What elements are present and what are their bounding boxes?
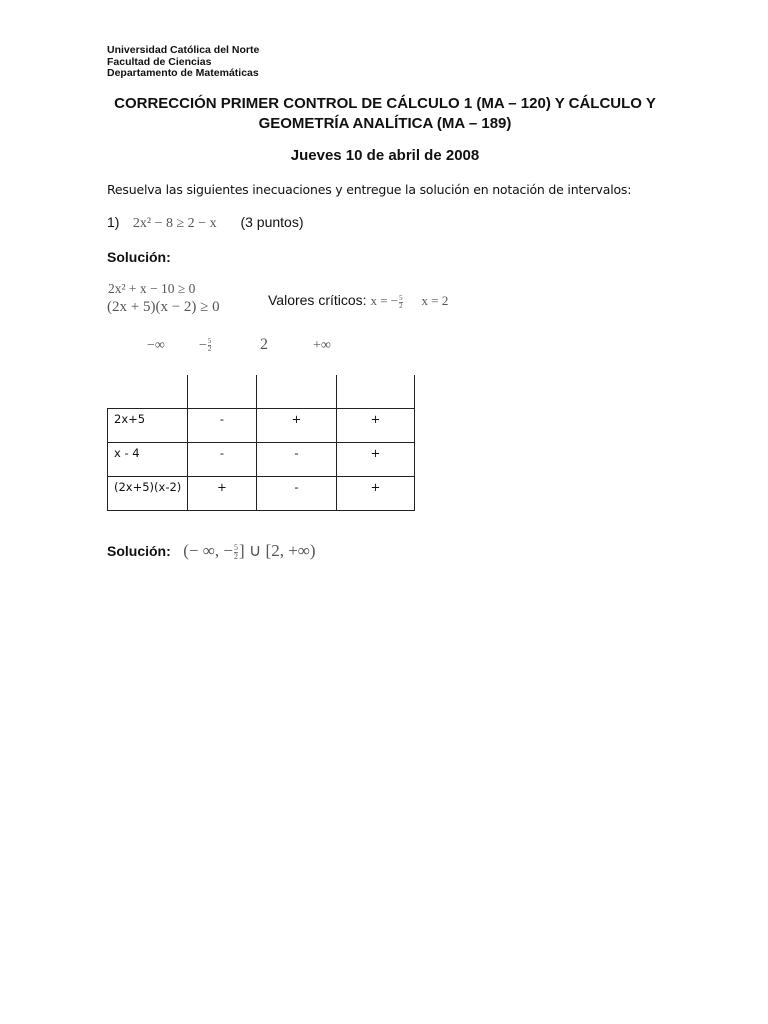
document-title [100,94,670,134]
critical-values [268,292,448,310]
row-label: (2x+5)(x-2) [108,477,188,511]
row-label: x - 4 [108,443,188,477]
problem-inequality: 2x² − 8 ≥ 2 − x [132,216,217,231]
sign-cell: + [337,409,415,443]
sign-table-row [108,477,415,511]
sign-cell: - [257,477,337,511]
final-solution-label: Solución: [107,543,171,559]
final-solution [107,541,316,561]
number-line-pos-infinity: +∞ [313,338,331,353]
sign-cell: - [257,443,337,477]
problem-number: 1) [107,214,120,230]
sign-cell: + [188,477,257,511]
sign-table-row [108,443,415,477]
number-line-two: 2 [260,336,268,353]
sign-cell: + [257,409,337,443]
final-interval: (− ∞, − $\frac{5}{2}$ ] ∪ [2, +∞) [183,541,316,561]
critical-value-2: x = 2 [421,293,449,308]
solution-step-2: (2x + 5)(x − 2) ≥ 0 [107,299,220,315]
institution-header [107,45,259,80]
sign-cell: + [337,443,415,477]
faculty-name: Facultad de Ciencias [107,55,212,68]
number-line-minus-five-halves: − $\frac{5}{2}$ [199,337,212,354]
sign-table-header-row [108,375,415,409]
row-label: 2x+5 [108,409,188,443]
critical-value-1: x = − $\frac{5}{2}$ [370,293,403,310]
number-line-neg-infinity: −∞ [147,338,165,353]
sign-table [107,375,415,511]
exam-date: Jueves 10 de abril de 2008 [290,147,480,164]
critical-values-label: Valores críticos: [268,292,367,308]
title-line-2: GEOMETRÍA ANALÍTICA (MA – 189) [258,115,512,132]
instructions: Resuelva las siguientes inecuaciones y entregue la solución en notación de intervalos: [107,182,632,197]
sign-cell: + [337,477,415,511]
problem-1 [107,214,304,232]
problem-points: (3 puntos) [240,214,304,230]
solution-heading: Solución: [107,249,171,265]
university-name: Universidad Católica del Norte [107,44,260,56]
sign-cell: - [188,443,257,477]
department-name: Departamento de Matemáticas [107,67,259,79]
title-line-1: CORRECCIÓN PRIMER CONTROL DE CÁLCULO 1 (MA – 120) Y CÁLCULO Y [114,95,656,112]
solution-step-1: 2x² + x − 10 ≥ 0 [108,281,196,296]
sign-table-row [108,409,415,443]
sign-cell: - [188,409,257,443]
